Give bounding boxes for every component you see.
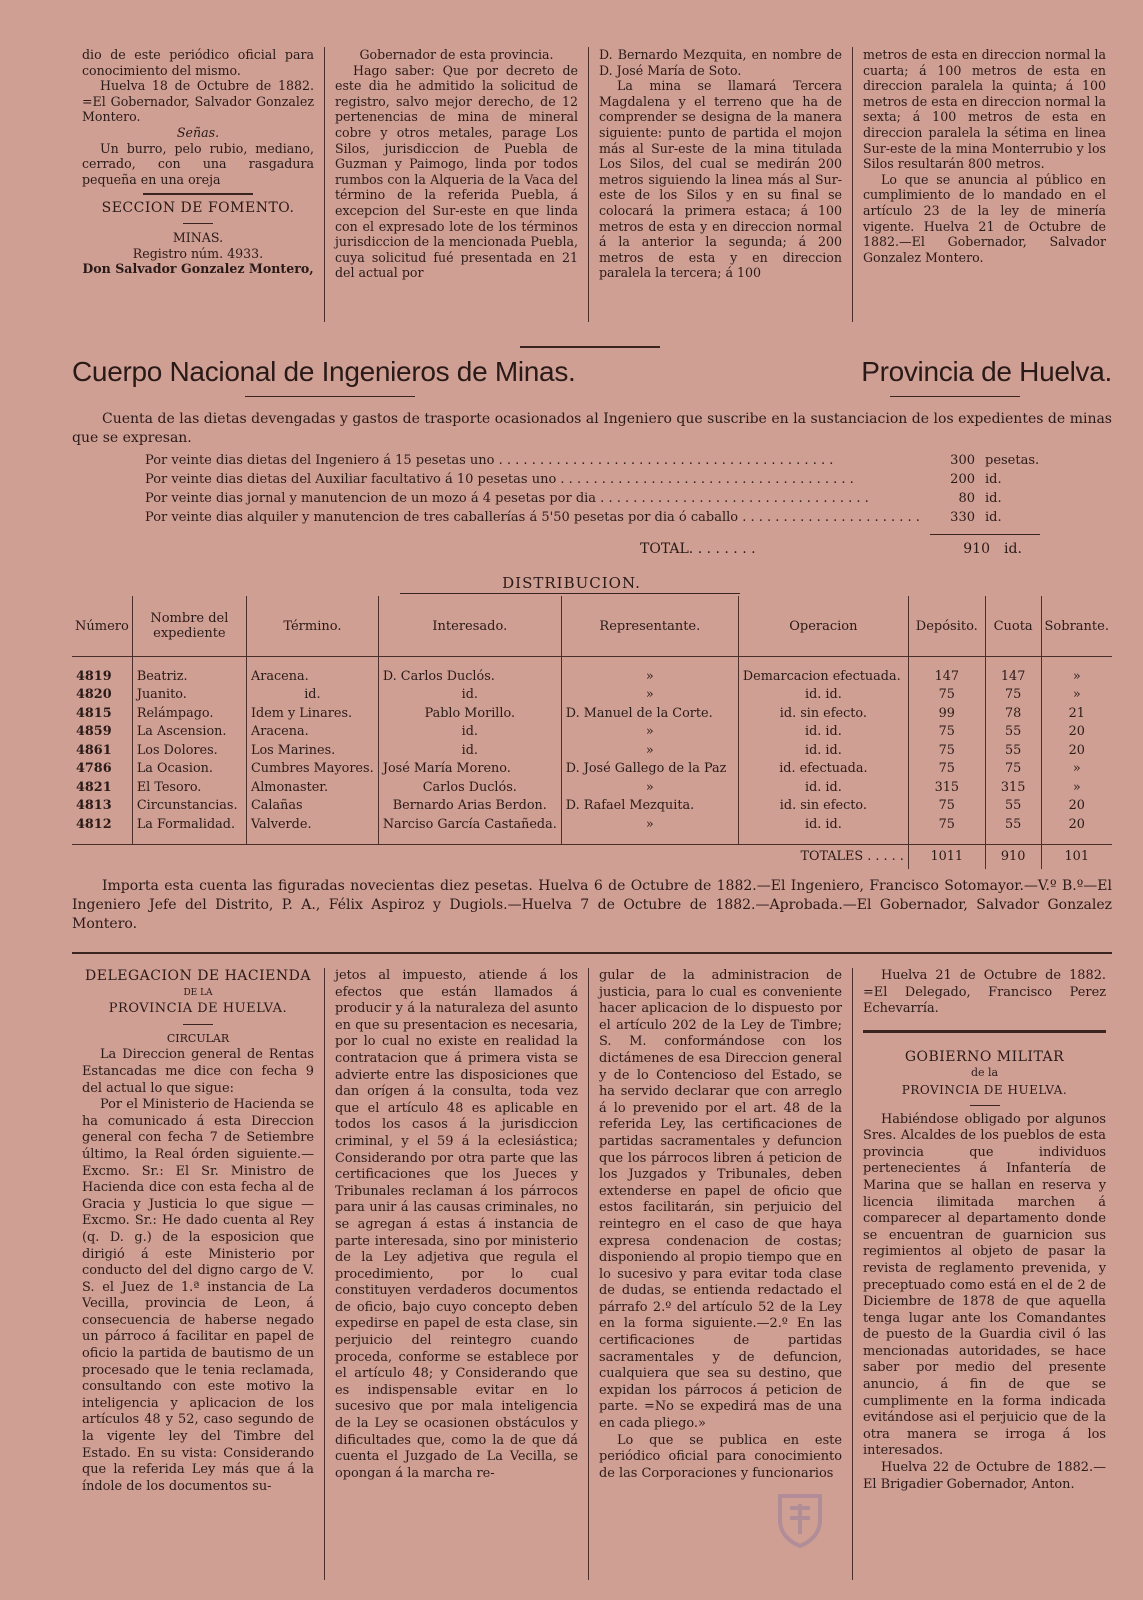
- cell-surplus: »: [1041, 667, 1112, 686]
- col-header: Nombre del expediente: [132, 596, 246, 657]
- cell-number: 4861: [76, 742, 112, 758]
- cell-number: 4819: [76, 668, 112, 684]
- section-heading: SECCION DE FOMENTO.: [101, 200, 295, 217]
- table-row: [72, 778, 1112, 797]
- cell-quota: 78: [985, 704, 1041, 723]
- cell-deposit: 75: [908, 686, 985, 705]
- top-column-4: [852, 47, 1116, 322]
- cell-name: Circunstancias.: [132, 797, 246, 816]
- cell-quota: 75: [985, 686, 1041, 705]
- table-row: [72, 760, 1112, 779]
- divider: [930, 534, 1040, 535]
- bottom-column-4: [852, 968, 1116, 1580]
- cell-number: 4815: [76, 705, 112, 721]
- expense-amount: 200: [950, 472, 975, 487]
- table-row: [72, 815, 1112, 834]
- table-row: [72, 704, 1112, 723]
- cell-term: Cumbres Mayores.: [246, 760, 378, 779]
- cell-name: La Formalidad.: [132, 815, 246, 834]
- expense-row: [145, 490, 1045, 507]
- cell-interested: Narciso García Castañeda.: [378, 815, 561, 834]
- total-line: [640, 541, 1022, 557]
- col-header: Número: [75, 618, 129, 634]
- totals-deposit: 1011: [908, 844, 985, 869]
- cell-surplus: »: [1041, 760, 1112, 779]
- bottom-column-1: [72, 968, 324, 1580]
- paragraph: Huelva 21 de Octubre de 1882. =El Delegado, Francisco Perez Echevarría.: [863, 968, 1106, 1017]
- paragraph: Lo que se anuncia al público en cumplimiento de lo mandado en el artículo 23 de la ley de minería vigente. Huelva 21 de Octubre de 1882.—El Gobernador, Salvador Gonzalez Montero.: [863, 171, 1106, 265]
- total-unit: id.: [1004, 541, 1022, 557]
- cell-surplus: »: [1041, 686, 1112, 705]
- cell-name: La Ascension.: [132, 723, 246, 742]
- cell-interested: José María Moreno.: [378, 760, 561, 779]
- cell-term: Valverde.: [246, 815, 378, 834]
- cell-interested: id.: [378, 723, 561, 742]
- cell-surplus: »: [1041, 778, 1112, 797]
- heading: PROVINCIA DE HUELVA.: [901, 1082, 1068, 1097]
- distribution-title: DISTRIBUCION.: [502, 574, 641, 592]
- expense-label: Por veinte dias jornal y manutencion de un mozo á 4 pesetas por dia . . . . . . . . . . . . . . . . . . . . . . . . . . . . . . . . .: [145, 491, 869, 506]
- paragraph: gular de la administracion de justicia, para lo cual es conveniente hacer aplicacion de lo dispuesto por el artículo 202 de la Ley de Timbre; S. M. conformándose con los dictámenes de esa Direccion general y de lo Contencioso del Estado, se ha servido declarar que con arreglo á lo prevenido por el art. 48 de la referida Ley, las certificaciones de partidas sacramentales y defuncion que los párrocos libren á peticion de los Juzgados y Tribunales, deben extenderse en papel de oficio que estos facilitarán, sin perjuicio del reintegro en el caso de que haya expresa condenacion de costas; disponiendo al propio tiempo que en lo sucesivo y para evitar toda clase de dudas, se entienda redactado el párrafo 2.º del artículo 52 de la Ley en la forma siguiente.—2.º En las certificaciones de partidas sacramentales y de defuncion, cualquiera que sea su destino, que expidan los párrocos á peticion de parte. =No se expedirá mas de una en cada pliego.»: [599, 968, 842, 1432]
- mining-header: [72, 356, 1112, 388]
- cell-term: Aracena.: [246, 667, 378, 686]
- expense-label: Por veinte dias alquiler y manutencion de tres caballerías á 5'50 pesetas por dia ó caballo . . . . . . . . . . . . . . . . . . . . . .: [145, 510, 920, 525]
- cell-name: El Tesoro.: [132, 778, 246, 797]
- cell-operation: id. id.: [738, 778, 908, 797]
- cell-term: Almonaster.: [246, 778, 378, 797]
- col-header: Interesado.: [378, 596, 561, 657]
- cell-name: Juanito.: [132, 686, 246, 705]
- expense-unit: id.: [985, 510, 1002, 525]
- paragraph: Huelva 18 de Octubre de 1882. =El Gobernador, Salvador Gonzalez Montero.: [82, 78, 314, 125]
- table-row: [72, 741, 1112, 760]
- archive-stamp-watermark: [770, 1490, 1070, 1570]
- cell-quota: 55: [985, 723, 1041, 742]
- cell-term: Idem y Linares.: [246, 704, 378, 723]
- cell-quota: 147: [985, 667, 1041, 686]
- cell-representative: D. José Gallego de la Paz: [561, 760, 738, 779]
- expense-label: Por veinte dias dietas del Auxiliar facultativo á 10 pesetas uno . . . . . . . . . . . . . . . . . . . . . . . . . . . . . . . . . . . .: [145, 472, 854, 487]
- paragraph: Lo que se publica en este periódico oficial para conocimiento de las Corporaciones y funcionarios: [599, 1432, 842, 1481]
- paragraph: D. Bernardo Mezquita, en nombre de D. José María de Soto.: [599, 47, 842, 78]
- divider: [183, 223, 213, 224]
- section-heading: DELEGACION DE HACIENDA: [85, 968, 311, 984]
- top-column-1: [72, 47, 324, 322]
- divider: [970, 1105, 1000, 1106]
- cell-deposit: 75: [908, 760, 985, 779]
- bottom-columns: [72, 968, 1122, 1580]
- top-columns: [72, 47, 1122, 322]
- cell-number: 4813: [76, 798, 112, 814]
- paragraph: metros de esta en direccion normal la cuarta; á 100 metros de esta en direccion paralela la quinta; á 100 metros de esta en direccion normal la sexta; á 100 metros de esta en direccion paralela la sétima en linea Sur-este de la mina Monterrubio y los Silos resultarán 800 metros.: [863, 47, 1106, 172]
- cell-name: La Ocasion.: [132, 760, 246, 779]
- cell-interested: id.: [378, 741, 561, 760]
- expense-label: Por veinte dias dietas del Ingeniero á 15 pesetas uno . . . . . . . . . . . . . . . . . . . . . . . . . . . . . . . . . . . . . . . . .: [145, 453, 834, 468]
- table-row: [72, 797, 1112, 816]
- heading: PROVINCIA DE HUELVA.: [108, 1001, 288, 1017]
- paragraph: La Direccion general de Rentas Estancadas me dice con fecha 9 del actual lo que sigue:: [82, 1047, 314, 1096]
- cell-operation: id. id.: [738, 741, 908, 760]
- expense-amount: 80: [958, 491, 975, 506]
- cell-surplus: 20: [1041, 741, 1112, 760]
- top-column-3: [588, 47, 852, 322]
- divider: [183, 1024, 213, 1025]
- cell-representative: D. Rafael Mezquita.: [561, 797, 738, 816]
- heading: Registro núm. 4933.: [132, 245, 264, 261]
- cell-quota: 55: [985, 815, 1041, 834]
- cell-interested: D. Carlos Duclós.: [378, 667, 561, 686]
- divider: [863, 1030, 1106, 1033]
- heading: DE LA: [183, 987, 213, 998]
- cell-deposit: 99: [908, 704, 985, 723]
- cell-quota: 55: [985, 741, 1041, 760]
- paragraph: jetos al impuesto, atiende á los efectos que están llamados á producir y á la naturaleza del asunto en que su presentacion es necesaria, por lo cual no existe en realidad la contratacion que á primera vista se advierte entre las disposiciones que dan orígen á la consulta, toda vez que el artículo 48 es aplicable en todos los casos á la jurisdiccion criminal, y el 59 á la eclesiástica; Considerando por otra parte que las certificaciones que los Jueces y Tribunales reclaman á los párrocos para unir á las causas criminales, no se agregan á estas á instancia de parte interesada, sino por ministerio de la Ley adjetiva que regula el procedimiento, por lo cual constituyen verdaderos documentos de oficio, bajo cuyo concepto deben expedirse en papel de esta clase, sin perjuicio del reintegro cuando proceda, conforme se establece por el artículo 48; y Considerando que es indispensable evitar en lo sucesivo que por mala inteligencia de la Ley se ocasionen obstáculos y dificultades que, como la de que dá cuenta el Juzgado de La Vecilla, se opongan á la marcha re-: [335, 968, 578, 1481]
- expense-row: [145, 471, 1045, 488]
- divider: [245, 396, 415, 397]
- mining-closing: Importa esta cuenta las figuradas novecientas diez pesetas. Huelva 6 de Octubre de 1882.—El Ingeniero, Francisco Sotomayor.—V.º B.º—El Ingeniero Jefe del Distrito, P. A., Félix Aspiroz y Dugiols.—Huelva 7 de Octubre de 1882.—Aprobada.—El Gobernador, Salvador Gonzalez Montero.: [72, 878, 1112, 932]
- heading: CIRCULAR: [166, 1031, 230, 1045]
- cell-quota: 315: [985, 778, 1041, 797]
- expense-amount: 300: [950, 453, 975, 468]
- cell-operation: id. sin efecto.: [738, 704, 908, 723]
- cell-deposit: 75: [908, 797, 985, 816]
- totals-surplus: 101: [1041, 844, 1112, 869]
- cell-deposit: 315: [908, 778, 985, 797]
- paragraph: La mina se llamará Tercera Magdalena y el terreno que ha de comprender se designa de la manera siguiente: punto de partida el mojon más al Sur-este de la mina titulada Los Silos, del cual se medirán 200 metros siguiendo la linea más al Sur-este de los Silos y en su final se colocará la primera estaca; á 100 metros de esta y en direccion normal á la anterior la segunda; á 200 metros de esta y en direccion paralela la tercera; á 100: [599, 78, 842, 281]
- paragraph: Habiéndose obligado por algunos Sres. Alcaldes de los pueblos de esta provincia que individuos pertenecientes á Infantería de Marina que se hallan en reserva y licencia ilimitada marchen á comparecer al departamento donde se encuentran de guarnicion sus regimientos al objeto de pasar la revista de reglamento prevenida, y preceptuado como está en el de 2 de Diciembre de 1878 de que aquella tenga lugar ante los Comandantes de puesto de la Guardia civil ó las mencionadas autoridades, se hace saber por medio del presente anuncio, á fin de que se cumplimente en la forma indicada evitándose asi el perjuicio que de la otra manera se irroga á los interesados.: [863, 1111, 1106, 1459]
- expense-row: [145, 509, 1045, 526]
- paragraph: Hago saber: Que por decreto de este dia he admitido la solicitud de registro, salvo mejor derecho, de 12 pertenencias de mina de mineral cobre y otros metales, parage Los Silos, jurisdiccion de Puebla de Guzman y Paimogo, linda por todos rumbos con la Alqueria de la Vaca del término de la referida Puebla, á excepcion del Sur-este en que linda con el expresado lote de los términos jurisdiccion de la mencionada Puebla, cuya solicitud fué presentada en 21 del actual por: [335, 62, 578, 281]
- cell-operation: id. id.: [738, 815, 908, 834]
- paragraph: dio de este periódico oficial para conocimiento del mismo.: [82, 47, 314, 78]
- cell-deposit: 147: [908, 667, 985, 686]
- divider: [400, 593, 740, 594]
- table-row: [72, 723, 1112, 742]
- total-label: TOTAL. . . . . . . .: [640, 541, 756, 557]
- col-header: Sobrante.: [1041, 596, 1112, 657]
- cell-name: Relámpago.: [132, 704, 246, 723]
- divider: [520, 346, 660, 348]
- cell-operation: id. sin efecto.: [738, 797, 908, 816]
- cell-deposit: 75: [908, 741, 985, 760]
- col-header: Depósito.: [908, 596, 985, 657]
- heading: de la: [970, 1066, 999, 1080]
- paragraph: Don Salvador Gonzalez Montero,: [82, 261, 314, 277]
- cell-representative: »: [561, 741, 738, 760]
- cell-name: Beatriz.: [132, 667, 246, 686]
- section-heading: GOBIERNO MILITAR: [904, 1048, 1065, 1065]
- cell-operation: id. id.: [738, 686, 908, 705]
- divider: [72, 952, 1112, 954]
- expense-row: [145, 452, 1045, 469]
- cell-name: Los Dolores.: [132, 741, 246, 760]
- heading: Señas.: [176, 124, 220, 140]
- bottom-column-3: [588, 968, 852, 1580]
- heading: MINAS.: [172, 229, 224, 245]
- cell-representative: »: [561, 815, 738, 834]
- shield-icon: [770, 1490, 830, 1550]
- col-header: Operacion: [738, 596, 908, 657]
- cell-surplus: 20: [1041, 723, 1112, 742]
- col-header: Cuota: [985, 596, 1041, 657]
- mining-intro: Cuenta de las dietas devengadas y gastos de trasporte ocasionados al Ingeniero que suscribe en la sustanciacion de los expedientes de minas que se expresan.: [72, 411, 1112, 446]
- cell-representative: »: [561, 778, 738, 797]
- cell-representative: »: [561, 686, 738, 705]
- paragraph: Un burro, pelo rubio, mediano, cerrado, con una rasgadura pequeña en una oreja: [82, 140, 314, 187]
- expense-unit: id.: [985, 472, 1002, 487]
- col-header: Representante.: [561, 596, 738, 657]
- cell-surplus: 20: [1041, 797, 1112, 816]
- table-row: [72, 686, 1112, 705]
- cell-representative: »: [561, 667, 738, 686]
- cell-interested: id.: [378, 686, 561, 705]
- cell-number: 4812: [76, 816, 112, 832]
- cell-quota: 55: [985, 797, 1041, 816]
- table-row: [72, 667, 1112, 686]
- totals-quota: 910: [985, 844, 1041, 869]
- cell-term: id.: [246, 686, 378, 705]
- cell-representative: D. Manuel de la Corte.: [561, 704, 738, 723]
- expense-unit: id.: [985, 491, 1002, 506]
- cell-interested: Bernardo Arias Berdon.: [378, 797, 561, 816]
- cell-number: 4786: [76, 761, 112, 777]
- cell-term: Calañas: [246, 797, 378, 816]
- expense-unit: pesetas.: [985, 453, 1040, 468]
- cell-representative: »: [561, 723, 738, 742]
- cell-interested: Carlos Duclós.: [378, 778, 561, 797]
- cell-operation: id. id.: [738, 723, 908, 742]
- cell-number: 4859: [76, 724, 112, 740]
- paragraph: Gobernador de esta provincia.: [359, 47, 554, 62]
- cell-operation: id. efectuada.: [738, 760, 908, 779]
- divider: [143, 193, 253, 195]
- top-column-2: [324, 47, 588, 322]
- cell-term: Los Marines.: [246, 741, 378, 760]
- totals-row: [72, 844, 1112, 869]
- divider: [890, 396, 1020, 397]
- cell-term: Aracena.: [246, 723, 378, 742]
- paragraph: Huelva 22 de Octubre de 1882.—El Brigadier Gobernador, Anton.: [863, 1460, 1106, 1492]
- cell-surplus: 21: [1041, 704, 1112, 723]
- paragraph: Por el Ministerio de Hacienda se ha comunicado á esta Direccion general con fecha 7 de Setiembre último, la Real órden siguiente.—Excmo. Sr.: El Sr. Ministro de Hacienda dice con esta fecha al de Gracia y Justicia lo que sigue —Excmo. Sr.: He dado cuenta al Rey (q. D. g.) de la esposicion que dirigió á este Ministerio por conducto del del digno cargo de V. S. el Juez de 1.ª instancia de La Vecilla, provincia de Leon, á consecuencia de haberse negado un párroco á facilitar en papel de oficio la partida de bautismo de un procesado que le tenia reclamada, consultando con este motivo la inteligencia y aplicacion de los artículos 48 y 52, caso segundo de la vigente ley del Timbre del Estado. En su vista: Considerando que la referida Ley más que á la índole de los documentos su-: [82, 1097, 314, 1494]
- totals-label: TOTALES . . . . .: [738, 844, 908, 869]
- cell-number: 4821: [76, 779, 112, 795]
- expense-amount: 330: [950, 510, 975, 525]
- mining-title: Cuerpo Nacional de Ingenieros de Minas.: [72, 356, 576, 387]
- table-header-row: [72, 596, 1112, 657]
- cell-interested: Pablo Morillo.: [378, 704, 561, 723]
- bottom-column-2: [324, 968, 588, 1580]
- cell-number: 4820: [76, 687, 112, 703]
- cell-deposit: 75: [908, 815, 985, 834]
- distribution-table: [72, 596, 1112, 869]
- cell-operation: Demarcacion efectuada.: [738, 667, 908, 686]
- cell-surplus: 20: [1041, 815, 1112, 834]
- total-amount: 910: [963, 541, 990, 557]
- cell-deposit: 75: [908, 723, 985, 742]
- col-header: Término.: [246, 596, 378, 657]
- mining-province: Provincia de Huelva.: [861, 356, 1112, 387]
- cell-quota: 75: [985, 760, 1041, 779]
